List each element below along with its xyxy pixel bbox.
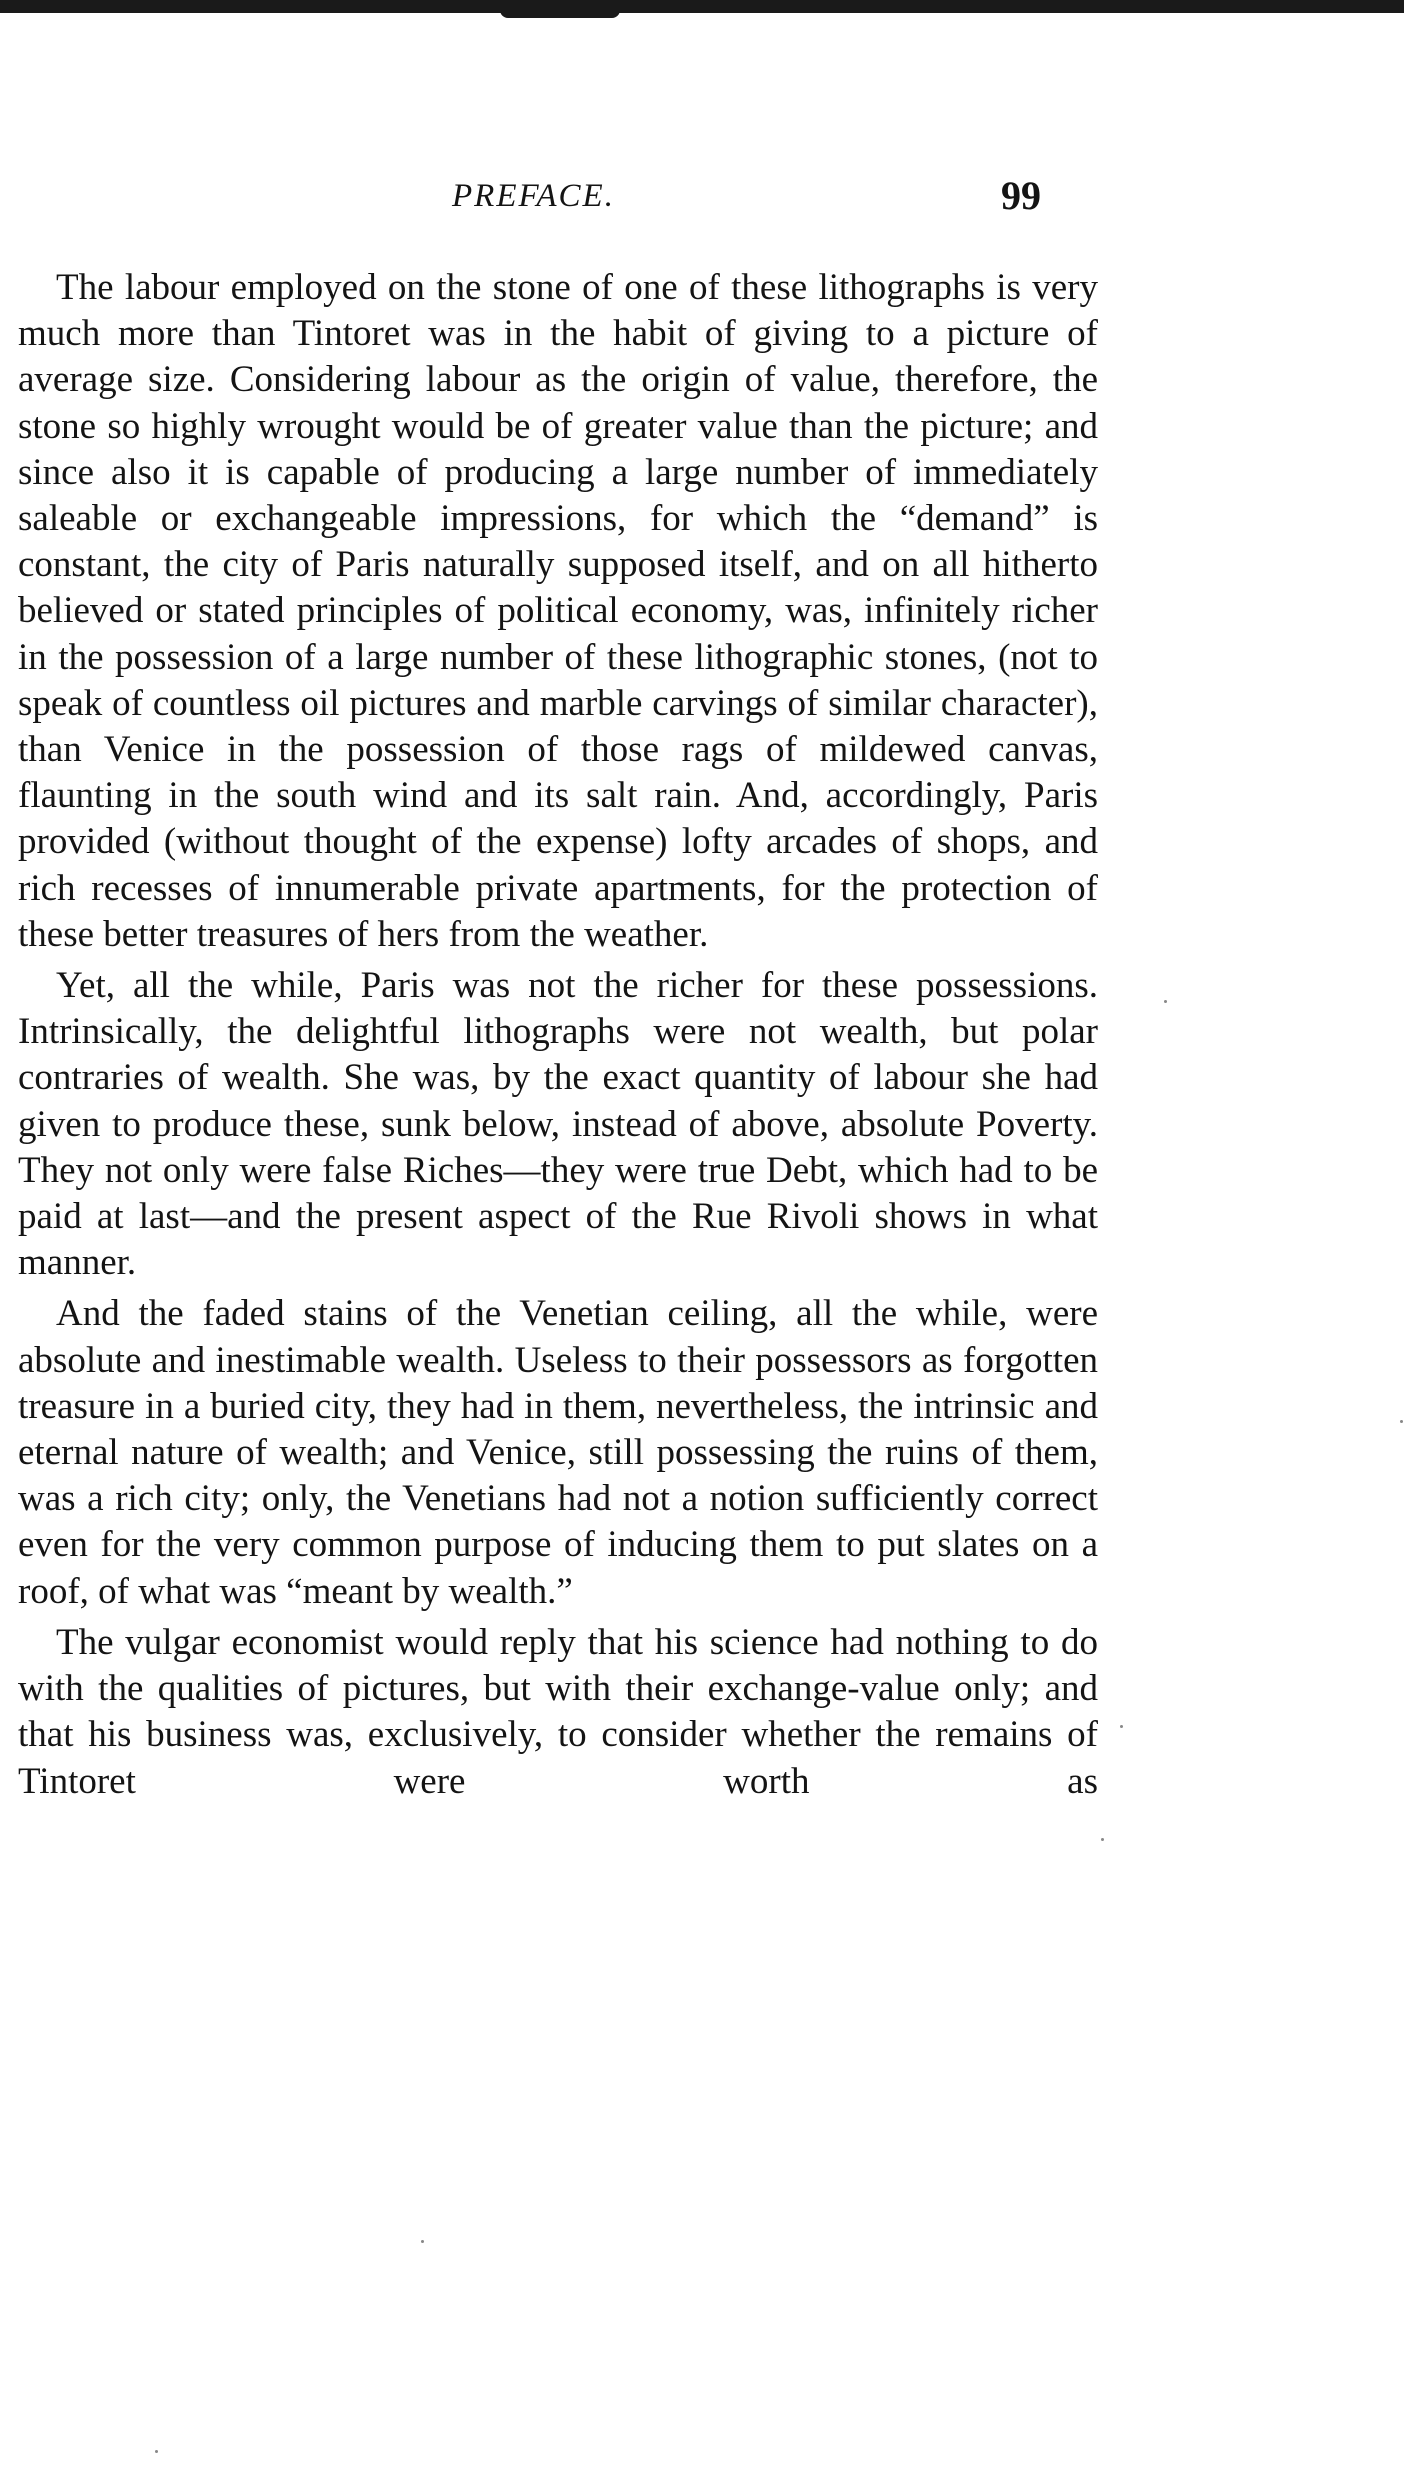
paragraph-1: The labour employed on the stone of one of these lithographs is very much more than Tintoret was in the habit of giving to a picture of average size. Considering labour as the origin of value, therefore, the stone so highly wrought would be of greater value than the picture; and since also it is capable of producing a large number of immediately saleable or exchangeable impressions, for which the “demand” is constant, the city of Paris naturally supposed itself, and on all hitherto believed or stated principles of political economy, was, infinitely richer in the possession of a large number of these lithographic stones, (not to speak of countless oil pictures and marble carvings of similar character), than Venice in the possession of those rags of mildewed canvas, flaunting in the south wind and its salt rain. And, accordingly, Paris provided (without thought of the expense) lofty arcades of shops, and rich recesses of innumerable private apartments, for the protection of these better treasures of hers from the weather.	[18, 267, 1098, 955]
running-title: PREFACE.	[452, 178, 615, 214]
paragraph-4: The vulgar economist would reply that his science had nothing to do with the qualities of pictures, but with their exchange-value only; and that his business was, exclusively, to consider whether the remains of Tintoret were worth as	[18, 1621, 1098, 1802]
paper-speck	[421, 2240, 424, 2243]
paper-speck	[1400, 1420, 1403, 1423]
top-border-rule	[0, 0, 1404, 13]
paper-speck	[155, 2450, 158, 2453]
page-number: 99	[1001, 173, 1041, 218]
paper-speck	[1164, 1000, 1167, 1003]
paragraph-3: And the faded stains of the Venetian ceiling, all the while, were absolute and inestimable wealth. Useless to their possessors as forgotten treasure in a buried city, they had in them, nevertheless, the intrinsic and eternal nature of wealth; and Venice, still possessing the ruins of them, was a rich city; only, the Venetians had not a notion sufficiently correct even for the very common purpose of inducing them to put slates on a roof, of what was “meant by wealth.”	[18, 1293, 1098, 1612]
paper-speck	[1101, 1838, 1104, 1841]
paper-speck	[1120, 1725, 1123, 1728]
running-head	[0, 173, 1404, 238]
top-border-smudge	[500, 10, 620, 18]
body-text	[18, 265, 1098, 1810]
paragraph-2: Yet, all the while, Paris was not the richer for these possessions. Intrinsically, the delightful lithographs were not wealth, but polar contraries of wealth. She was, by the exact quantity of labour she had given to produce these, sunk below, instead of above, absolute Poverty. They not only were false Riches—they were true Debt, which had to be paid at last—and the present aspect of the Rue Rivoli shows in what manner.	[18, 965, 1098, 1284]
